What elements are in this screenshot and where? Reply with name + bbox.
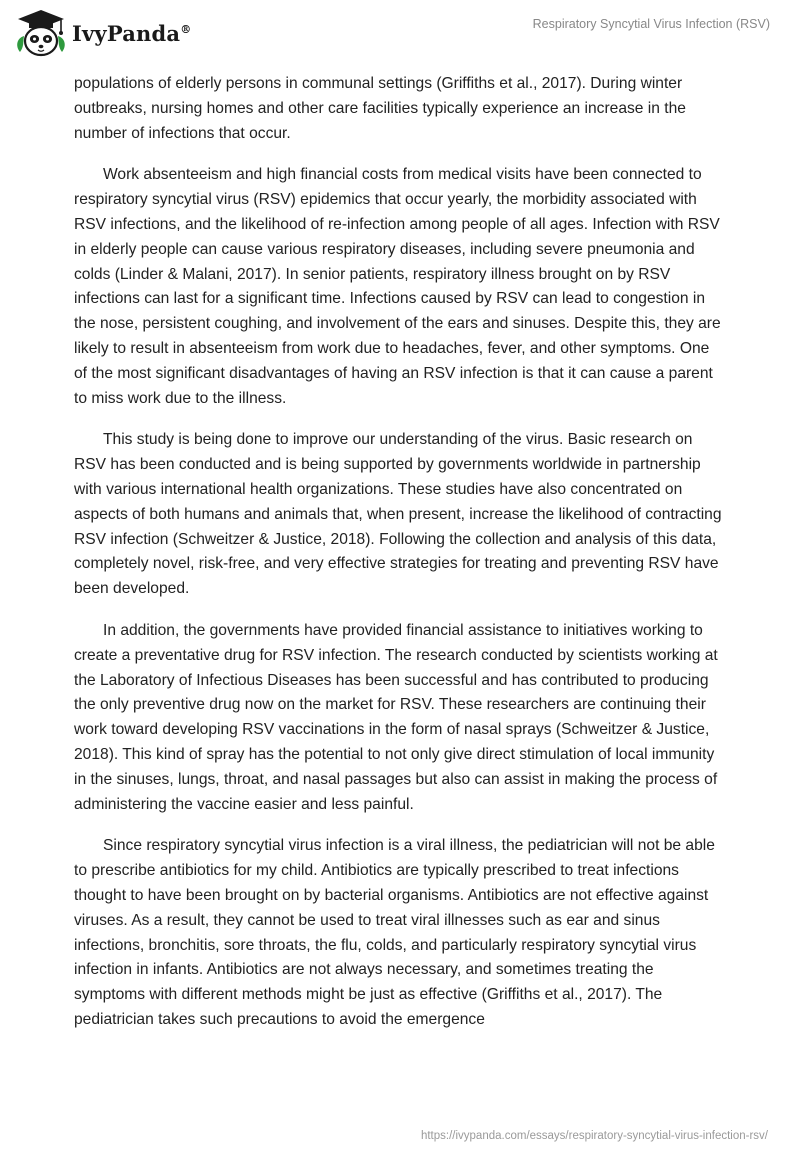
brand-name: IvyPanda®: [72, 20, 192, 46]
paragraph-4: In addition, the governments have provided financial assistance to initiatives working to create a preventative drug for RSV infection. The research conducted by scientists working at the Laboratory of Infectious Diseases has been successful and has contributed to producing the only preventive drug now on the market for RSV. These researchers are continuing their work toward developing RSV vaccinations in the form of nasal sprays (Schweitzer & Justice, 2018). This kind of spray has the potential to not only give direct stimulation of local immunity in the sinuses, lungs, throat, and nasal passages but also can assist in making the process of administering the vaccine easier and less painful.: [74, 621, 718, 813]
page-header: [0, 0, 800, 70]
brand-logo[interactable]: [14, 8, 191, 58]
paragraph-5: Since respiratory syncytial virus infection is a viral illness, the pediatrician will not be able to prescribe antibiotics for my child. Antibiotics are typically prescribed to treat infections thought to have been brought on by bacterial organisms. Antibiotics are not effective against viruses. As a result, they cannot be used to treat viral illnesses such as ear and sinus infections, bronchitis, sore throats, the flu, colds, and particularly respiratory syncytial virus infection in infants. Antibiotics are not always necessary, and sometimes treating the symptoms with different methods might be just as effective (Griffiths et al., 2017). The pediatrician takes such precautions to avoid the emergence: [74, 837, 715, 1028]
essay-body: [74, 72, 726, 1050]
paragraph-2: Work absenteeism and high financial costs from medical visits have been connected to respiratory syncytial virus (RSV) epidemics that occur yearly, the morbidity associated with RSV infections, and the likelihood of re-infection among people of all ages. Infection with RSV in elderly people can cause various respiratory diseases, including severe pneumonia and colds (Linder & Malani, 2017). In senior patients, respiratory illness brought on by RSV infections can last for a significant time. Infections caused by RSV can lead to congestion in the nose, persistent coughing, and involvement of the ears and sinuses. Despite this, they are likely to result in absenteeism from work due to headaches, fever, and other symptoms. One of the most significant disadvantages of having an RSV infection is that it can cause a parent to miss work due to the illness.: [74, 166, 721, 407]
brand-registered-mark: ®: [180, 22, 192, 36]
panda-graduate-icon: [14, 8, 68, 58]
document-title: Respiratory Syncytial Virus Infection (RSV): [532, 17, 770, 31]
footer-source-url[interactable]: https://ivypanda.com/essays/respiratory-syncytial-virus-infection-rsv/: [420, 1130, 768, 1142]
paragraph-3: This study is being done to improve our understanding of the virus. Basic research on RSV has been conducted and is being supported by governments worldwide in partnership with various international health organizations. These studies have also concentrated on aspects of both humans and animals that, when present, increase the likelihood of contracting RSV infection (Schweitzer & Justice, 2018). Following the collection and analysis of this data, completely novel, risk-free, and very effective strategies for treating and preventing RSV have been developed.: [74, 431, 722, 598]
paragraph-1: populations of elderly persons in communal settings (Griffiths et al., 2017). During winter outbreaks, nursing homes and other care facilities typically experience an increase in the number of infections that occur.: [74, 75, 686, 142]
